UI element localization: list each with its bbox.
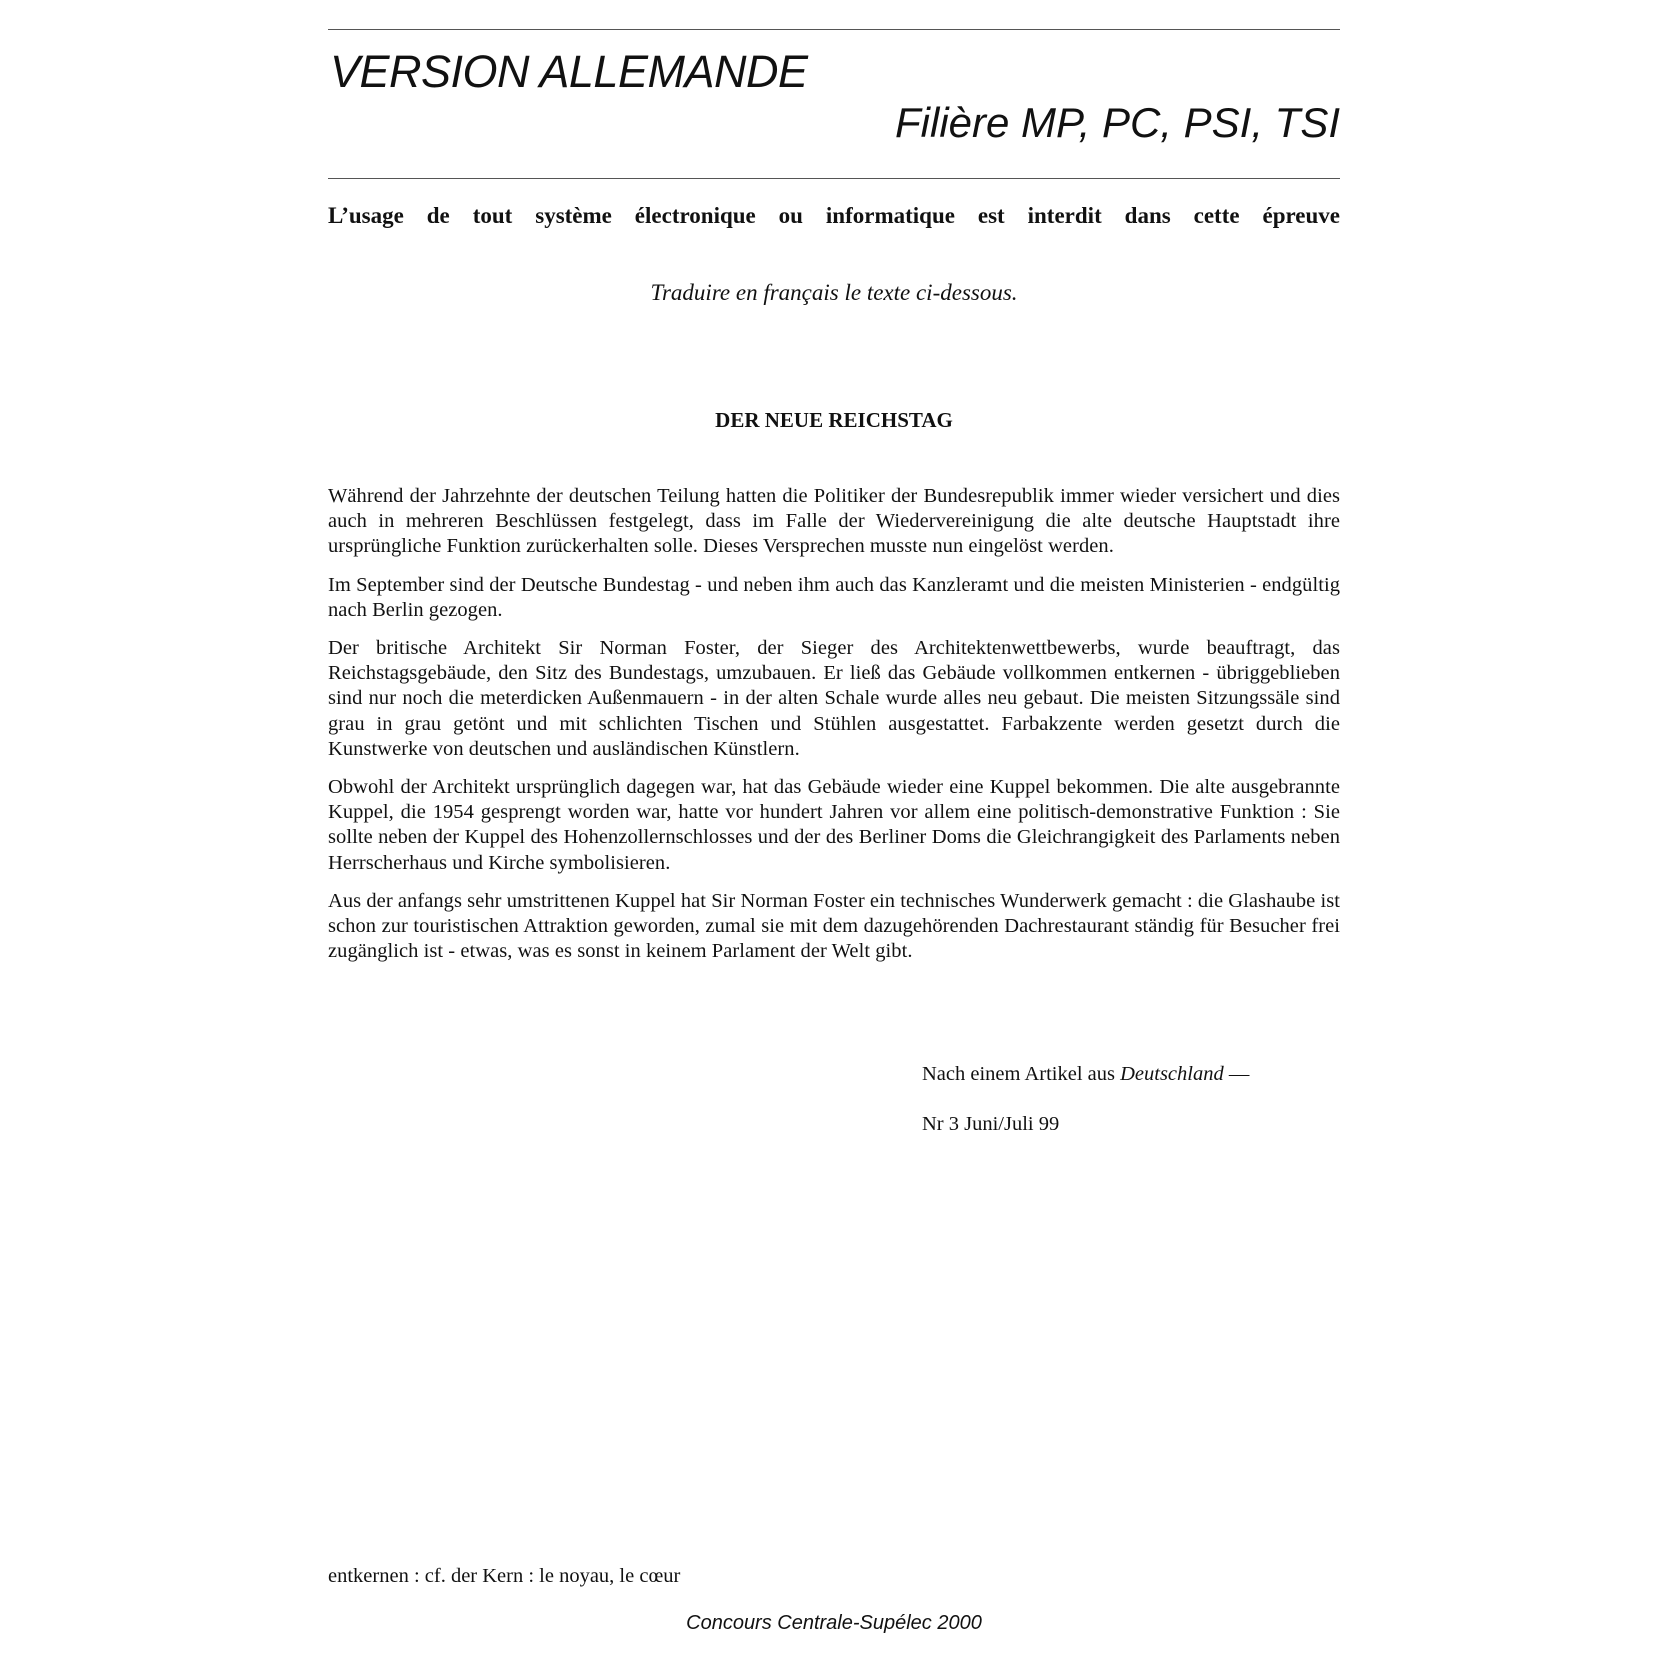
header-top-rule <box>328 29 1340 30</box>
electronics-warning: L’usage de tout système électronique ou informatique est interdit dans cette épreuve <box>328 203 1340 228</box>
translation-instruction: Traduire en français le texte ci-dessous. <box>650 280 1018 305</box>
article-title: DER NEUE REICHSTAG <box>715 408 953 432</box>
vocabulary-footnote: entkernen : cf. der Kern : le noyau, le cœur <box>328 1565 681 1587</box>
source-magazine: Deutschland <box>1120 1063 1224 1085</box>
exam-stream: Filière MP, PC, PSI, TSI <box>895 99 1340 146</box>
article-source <box>922 1060 1249 1088</box>
article-paragraph: Der britische Architekt Sir Norman Foster, der Sieger des Architektenwettbewerbs, wurde beauftragt, das Reichstagsgebäude, den Sitz des Bundestags, umzubauen. Er ließ das Gebäude vollkommen entkernen - übriggeblieben sind nur noch die meterdicken Außenmauern - in der alten Schale wurde alles neu gebaut. Die meisten Sitzungssäle sind grau in grau getönt und mit schlichten Tischen und Stühlen ausgestattet. Farbakzente werden gesetzt durch die Kunstwerke von deutschen und ausländischen Künstlern. <box>328 637 1340 760</box>
article-body <box>328 484 1340 977</box>
article-paragraph: Während der Jahrzehnte der deutschen Teilung hatten die Politiker der Bundesrepublik immer wieder versichert und dies auch in mehreren Beschlüssen festgelegt, dass im Falle der Wiedervereinigung die alte deutsche Hauptstadt ihre ursprüngliche Funktion zurückerhalten solle. Dieses Versprechen musste nun eingelöst werden. <box>328 485 1340 558</box>
header-bottom-rule <box>328 178 1340 179</box>
exam-title: VERSION ALLEMANDE <box>330 46 808 97</box>
article-paragraph: Aus der anfangs sehr umstrittenen Kuppel hat Sir Norman Foster ein technisches Wunderwerk gemacht : die Glashaube ist schon zur touristischen Attraktion geworden, zumal sie mit dem dazugehörenden Dachrestaurant ständig für Besucher frei zugänglich ist - etwas, was es sonst in keinem Parlament der Welt gibt. <box>328 889 1340 963</box>
source-prefix: Nach einem Artikel aus <box>922 1063 1121 1085</box>
page-footer: Concours Centrale-Supélec 2000 <box>686 1612 982 1634</box>
source-dash: — <box>1223 1063 1250 1085</box>
article-paragraph: Obwohl der Architekt ursprünglich dagegen war, hat das Gebäude wieder eine Kuppel bekommen. Die alte ausgebrannte Kuppel, die 1954 gesprengt worden war, hatte vor hundert Jahren vor allem eine politisch-demonstrative Funktion : Sie sollte neben der Kuppel des Hohenzollernschlosses und der des Berliner Doms die Gleichrangigkeit des Parlaments neben Herrscherhaus und Kirche symbolisieren. <box>328 776 1340 874</box>
article-paragraph: Im September sind der Deutsche Bundestag - und neben ihm auch das Kanzleramt und die meisten Ministerien - endgültig nach Berlin gezogen. <box>328 573 1340 621</box>
exam-page <box>328 0 1340 1654</box>
source-issue: Nr 3 Juni/Juli 99 <box>922 1113 1060 1135</box>
